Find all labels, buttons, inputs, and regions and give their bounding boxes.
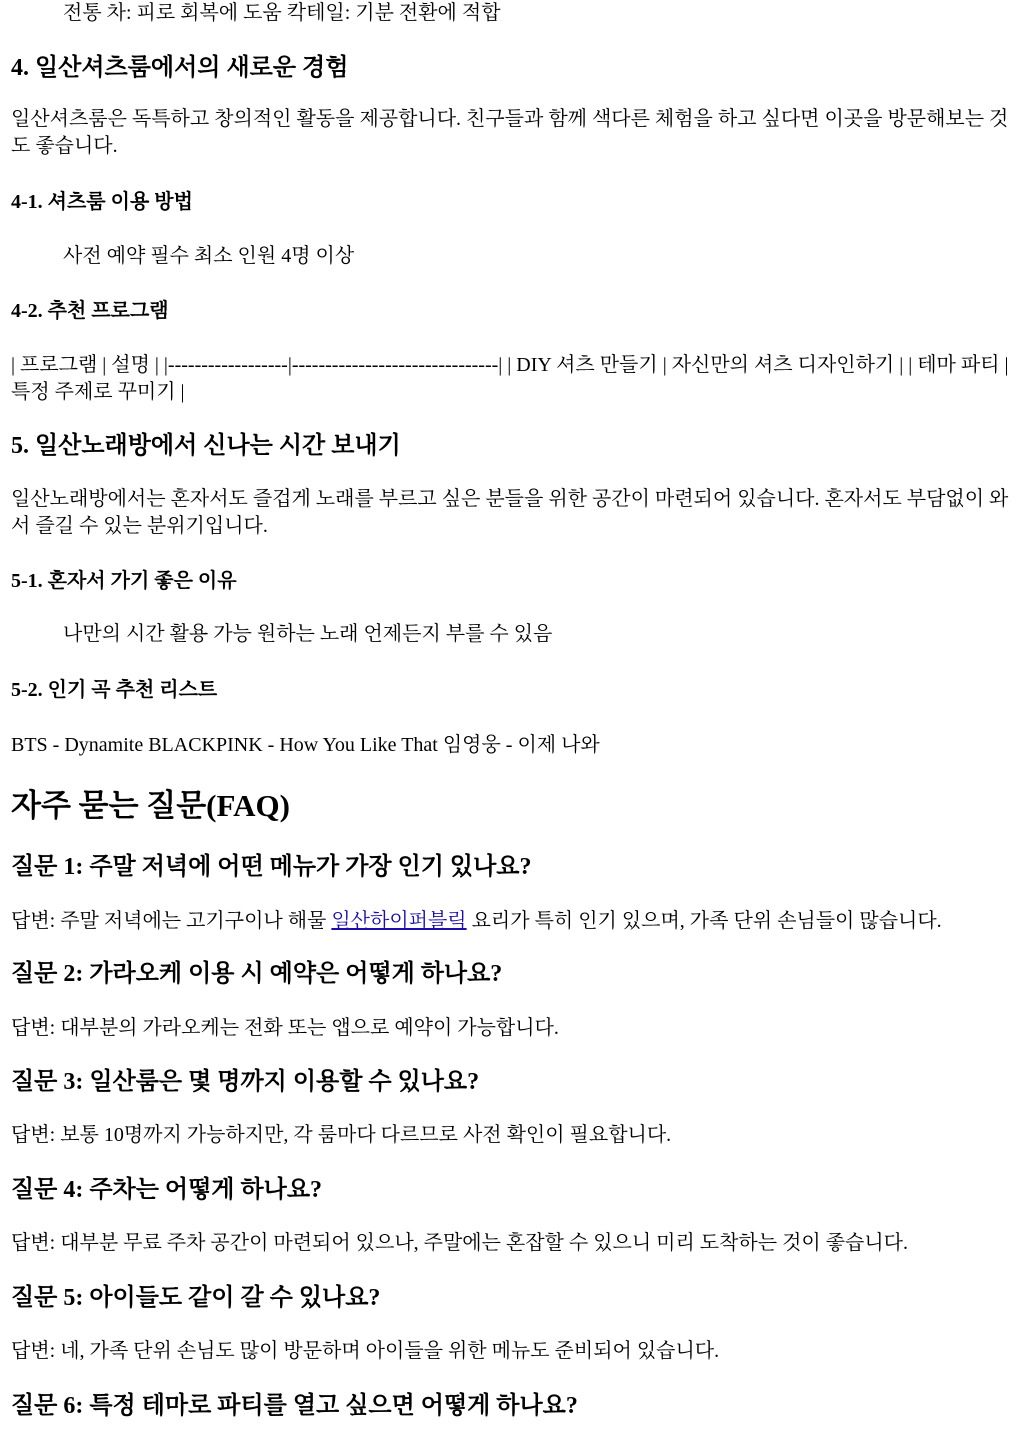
ilsan-hyper-public-link[interactable]: 일산하이퍼블릭 [331,910,467,932]
section-5-1-heading: 5-1. 혼자서 가기 좋은 이유 [11,570,237,592]
faq-answer-5: 답변: 네, 가족 단위 손님도 많이 방문하며 아이들을 위한 메뉴도 준비되어 있습니다. [11,1340,720,1362]
faq-answer-4: 답변: 대부분 무료 주차 공간이 마련되어 있으나, 주말에는 혼잡할 수 있으니 미리 도착하는 것이 좋습니다. [11,1232,908,1254]
faq-question-2: 질문 2: 가라오케 이용 시 예약은 어떻게 하나요? [11,961,503,987]
drink-list-text: 전통 차: 피로 회복에 도움 칵테일: 기분 전환에 적합 [63,2,501,24]
faq-title: 자주 묻는 질문(FAQ) [11,788,290,823]
section-5-2-song-list: BTS - Dynamite BLACKPINK - How You Like That 임영웅 - 이제 나와 [11,734,600,756]
section-4-paragraph: 일산셔츠룸은 독특하고 창의적인 활동을 제공합니다. 친구들과 함께 색다른 체험을 하고 싶다면 이곳을 방문해보는 것도 좋습니다. [11,108,1009,157]
faq-question-4: 질문 4: 주차는 어떻게 하나요? [11,1177,323,1203]
faq-answer-1-text-before: 답변: 주말 저녁에는 고기구이나 해물 [11,910,332,932]
section-5-2-heading: 5-2. 인기 곡 추천 리스트 [11,679,218,701]
faq-answer-2: 답변: 대부분의 가라오케는 전화 또는 앱으로 예약이 가능합니다. [11,1017,559,1039]
faq-answer-3: 답변: 보통 10명까지 가능하지만, 각 룸마다 다르므로 사전 확인이 필요합니다. [11,1124,672,1146]
section-4-2-table-text: | 프로그램 | 설명 | |------------------|-------------------------------| | DIY 셔츠 만들기 | 자신만의 셔츠 디자인하기 | | 테마 파티 | 특정 주제로 꾸미기 | [11,354,1009,403]
faq-question-1: 질문 1: 주말 저녁에 어떤 메뉴가 가장 인기 있나요? [11,854,532,880]
section-4-2-heading: 4-2. 추천 프로그램 [11,300,169,322]
faq-question-5: 질문 5: 아이들도 같이 갈 수 있나요? [11,1285,381,1311]
section-5-1-text: 나만의 시간 활용 가능 원하는 노래 언제든지 부를 수 있음 [63,623,553,645]
faq-answer-1 [11,908,1012,935]
section-5-heading: 5. 일산노래방에서 신나는 시간 보내기 [11,433,401,459]
faq-answer-1-text-after: 요리가 특히 인기 있으며, 가족 단위 손님들이 많습니다. [466,910,942,932]
section-4-1-text: 사전 예약 필수 최소 인원 4명 이상 [63,245,355,267]
faq-question-6: 질문 6: 특정 테마로 파티를 열고 싶으면 어떻게 하나요? [11,1393,578,1419]
section-4-1-heading: 4-1. 셔츠룸 이용 방법 [11,191,193,213]
section-5-paragraph: 일산노래방에서는 혼자서도 즐겁게 노래를 부르고 싶은 분들을 위한 공간이 마련되어 있습니다. 혼자서도 부담없이 와서 즐길 수 있는 분위기입니다. [11,488,1009,537]
faq-question-3: 질문 3: 일산룸은 몇 명까지 이용할 수 있나요? [11,1069,480,1095]
section-4-heading: 4. 일산셔츠룸에서의 새로운 경험 [11,55,349,81]
